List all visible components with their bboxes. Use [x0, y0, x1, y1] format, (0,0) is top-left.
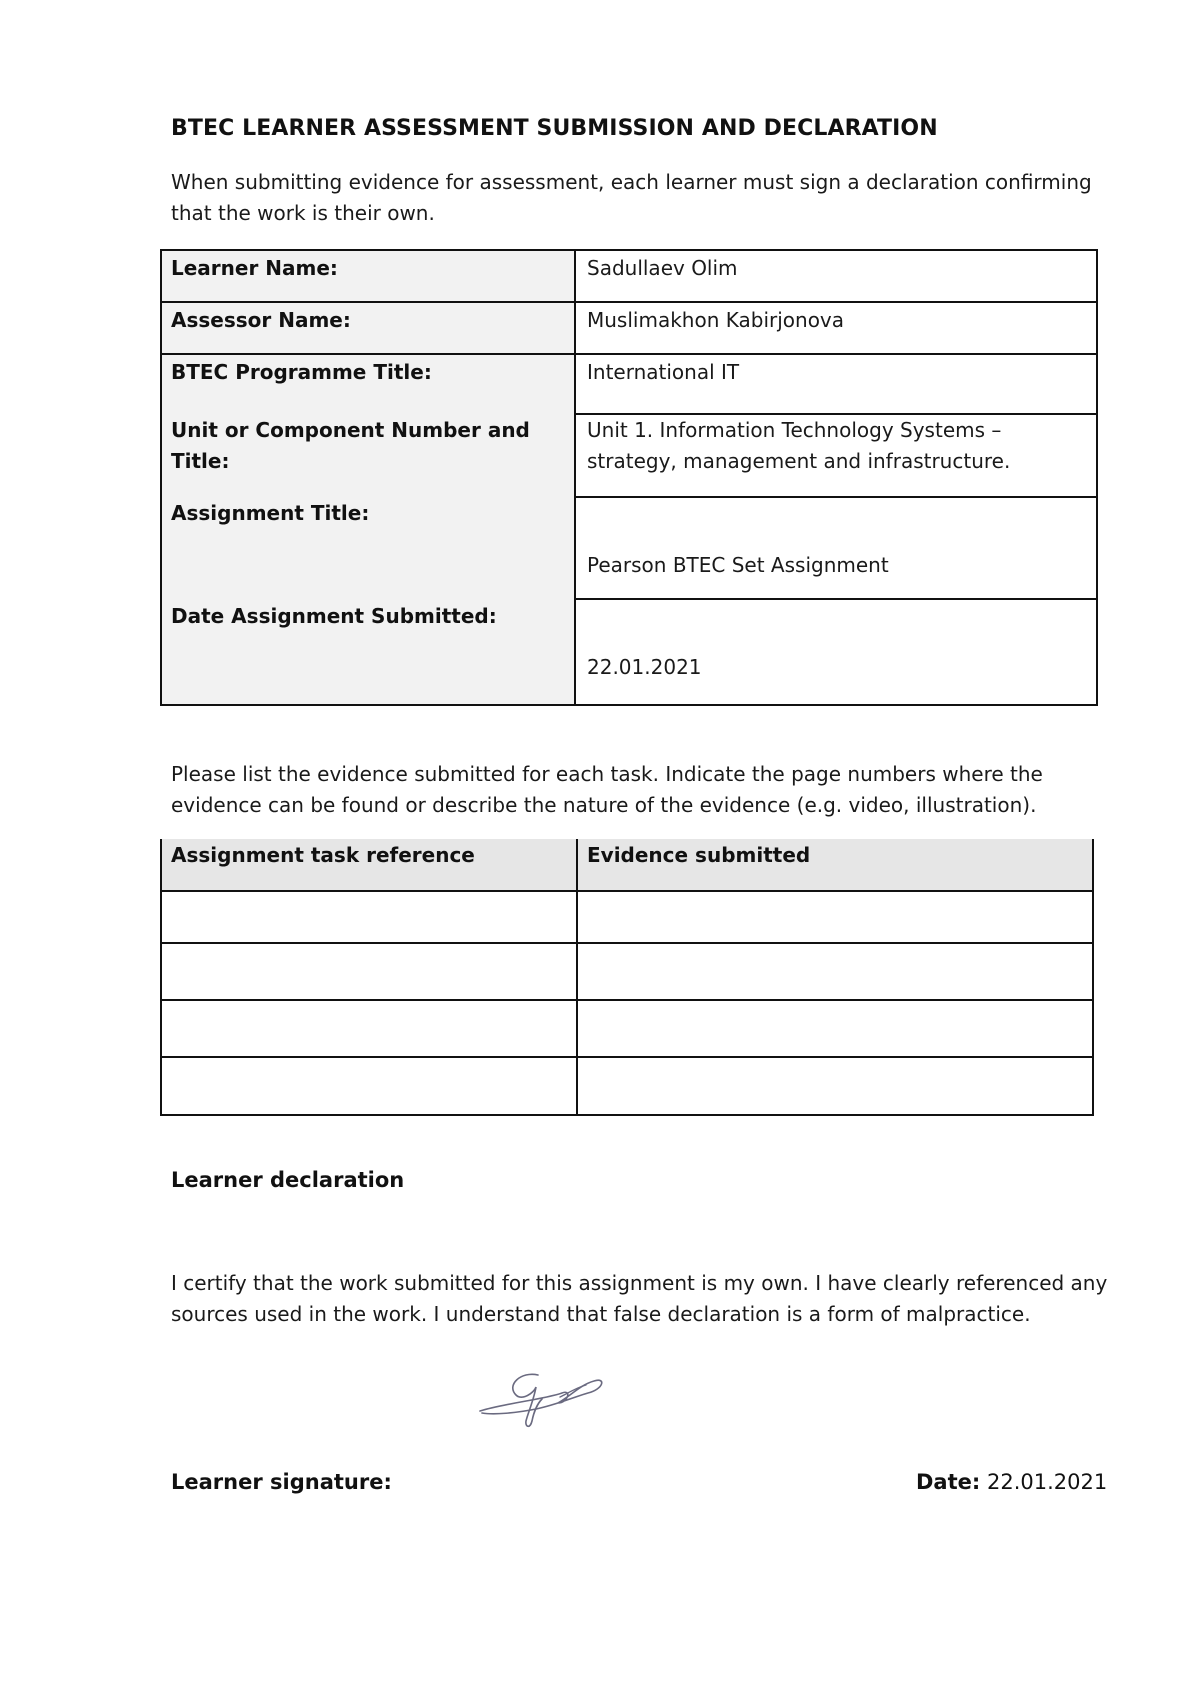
declaration-date-label: Date:	[916, 1470, 981, 1494]
programme-title-label: BTEC Programme Title:	[171, 360, 432, 384]
row-divider	[162, 353, 1096, 355]
col-header-task: Assignment task reference	[171, 843, 475, 867]
date-submitted-label: Date Assignment Submitted:	[171, 604, 497, 628]
assignment-title-value: Pearson BTEC Set Assignment	[587, 553, 889, 577]
declaration-date	[916, 1470, 1107, 1494]
learner-name-label: Learner Name:	[171, 256, 338, 280]
unit-title-label: Unit or Component Number and Title:	[171, 418, 530, 473]
assessor-name-value: Muslimakhon Kabirjonova	[587, 308, 845, 332]
intro-paragraph: When submitting evidence for assessment, each learner must sign a declaration confirming that the work is their own.	[171, 170, 1092, 225]
row-divider	[162, 890, 1092, 892]
evidence-table	[160, 839, 1094, 1116]
page-title: BTEC LEARNER ASSESSMENT SUBMISSION AND DECLARATION	[171, 116, 938, 141]
unit-title-value: Unit 1. Information Technology Systems – strategy, management and infrastructure.	[587, 418, 1011, 473]
evidence-instructions: Please list the evidence submitted for each task. Indicate the page numbers where the evidence can be found or describe the nature of the evidence (e.g. video, illustration).	[171, 762, 1043, 817]
row-divider	[576, 598, 1096, 600]
assignment-title-label: Assignment Title:	[171, 501, 370, 525]
declaration-date-value: 22.01.2021	[986, 1470, 1108, 1494]
row-divider	[162, 1056, 1092, 1058]
row-divider	[576, 496, 1096, 498]
signature-image	[476, 1363, 626, 1438]
learner-name-value: Sadullaev Olim	[587, 256, 738, 280]
row-divider	[162, 301, 1096, 303]
declaration-heading: Learner declaration	[171, 1168, 405, 1192]
declaration-text: I certify that the work submitted for this assignment is my own. I have clearly referenced any sources used in the work. I understand that false declaration is a form of malpractice.	[171, 1271, 1108, 1326]
learner-details-table	[160, 249, 1098, 706]
assessor-name-label: Assessor Name:	[171, 308, 351, 332]
date-submitted-value: 22.01.2021	[587, 655, 702, 679]
learner-signature-label: Learner signature:	[171, 1470, 392, 1494]
column-divider	[576, 839, 578, 1114]
programme-title-value: International IT	[587, 360, 740, 384]
col-header-evidence: Evidence submitted	[587, 843, 811, 867]
row-divider	[162, 942, 1092, 944]
row-divider	[162, 999, 1092, 1001]
